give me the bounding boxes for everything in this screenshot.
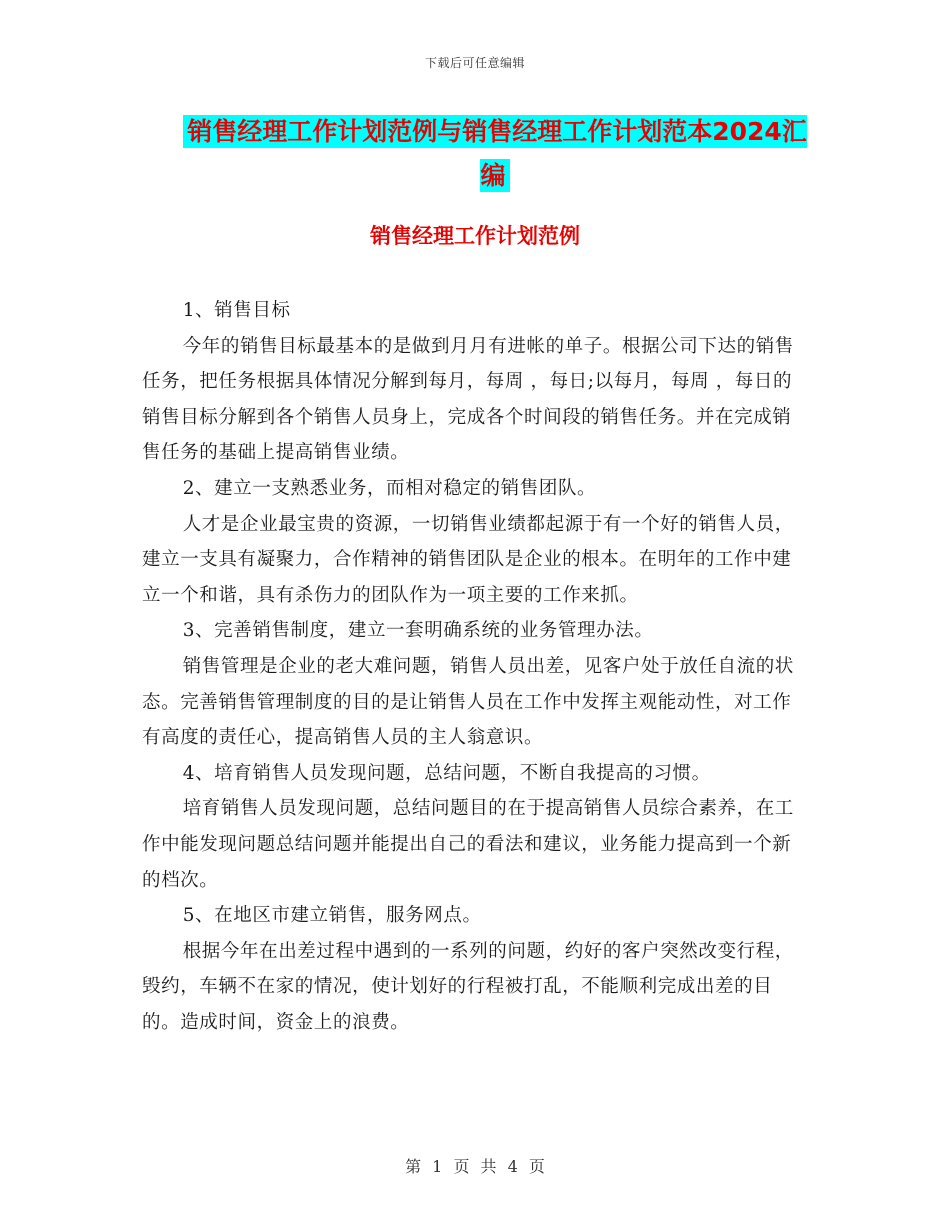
- document-body: [142, 293, 802, 1040]
- paragraph: 销售管理是企业的老大难问题，销售人员出差，见客户处于放任自流的状态。完善销售管理制度的目的是让销售人员在工作中发挥主观能动性，对工作有高度的责任心，提高销售人员的主人翁意识。: [142, 655, 794, 749]
- paragraph: 根据今年在出差过程中遇到的一系列的问题，约好的客户突然改变行程，毁约，车辆不在家的情况，使计划好的行程被打乱，不能顺利完成出差的目的。造成时间，资金上的浪费。: [142, 940, 794, 1033]
- paragraph: 3、完善销售制度，建立一套明确系统的业务管理办法。: [182, 620, 654, 642]
- paragraph: 今年的销售目标最基本的是做到月月有进帐的单子。根据公司下达的销售任务，把任务根据具体情况分解到每月，每周 ，每日;以每月，每周 ，每日的销售目标分解到各个销售人员身上，完成各个时间段的销售任务。并在完成销售任务的基础上提高销售业绩。: [142, 335, 794, 464]
- paragraph: 人才是企业最宝贵的资源，一切销售业绩都起源于有一个好的销售人员，建立一支具有凝聚力，合作精神的销售团队是企业的根本。在明年的工作中建立一个和谐，具有杀伤力的团队作为一项主要的工作来抓。: [142, 513, 794, 606]
- document-title-text: 销售经理工作计划范例与销售经理工作计划范本2024汇编: [183, 115, 807, 192]
- header-note: 下载后可任意编辑: [424, 56, 525, 70]
- page-footer: 第 1 页 共 4 页: [405, 1157, 545, 1176]
- paragraph: 培育销售人员发现问题，总结问题目的在于提高销售人员综合素养，在工作中能发现问题总结问题并能提出自己的看法和建议，业务能力提高到一个新的档次。: [142, 798, 794, 891]
- paragraph: 2、建立一支熟悉业务，而相对稳定的销售团队。: [182, 477, 597, 499]
- paragraph: 5、在地区市建立销售，服务网点。: [182, 905, 482, 927]
- section-title: 销售经理工作计划范例: [370, 224, 580, 248]
- document-title: [180, 110, 810, 198]
- paragraph: 4、培育销售人员发现问题，总结问题，不断自我提高的习惯。: [182, 762, 711, 784]
- paragraph: 1、销售目标: [182, 300, 291, 321]
